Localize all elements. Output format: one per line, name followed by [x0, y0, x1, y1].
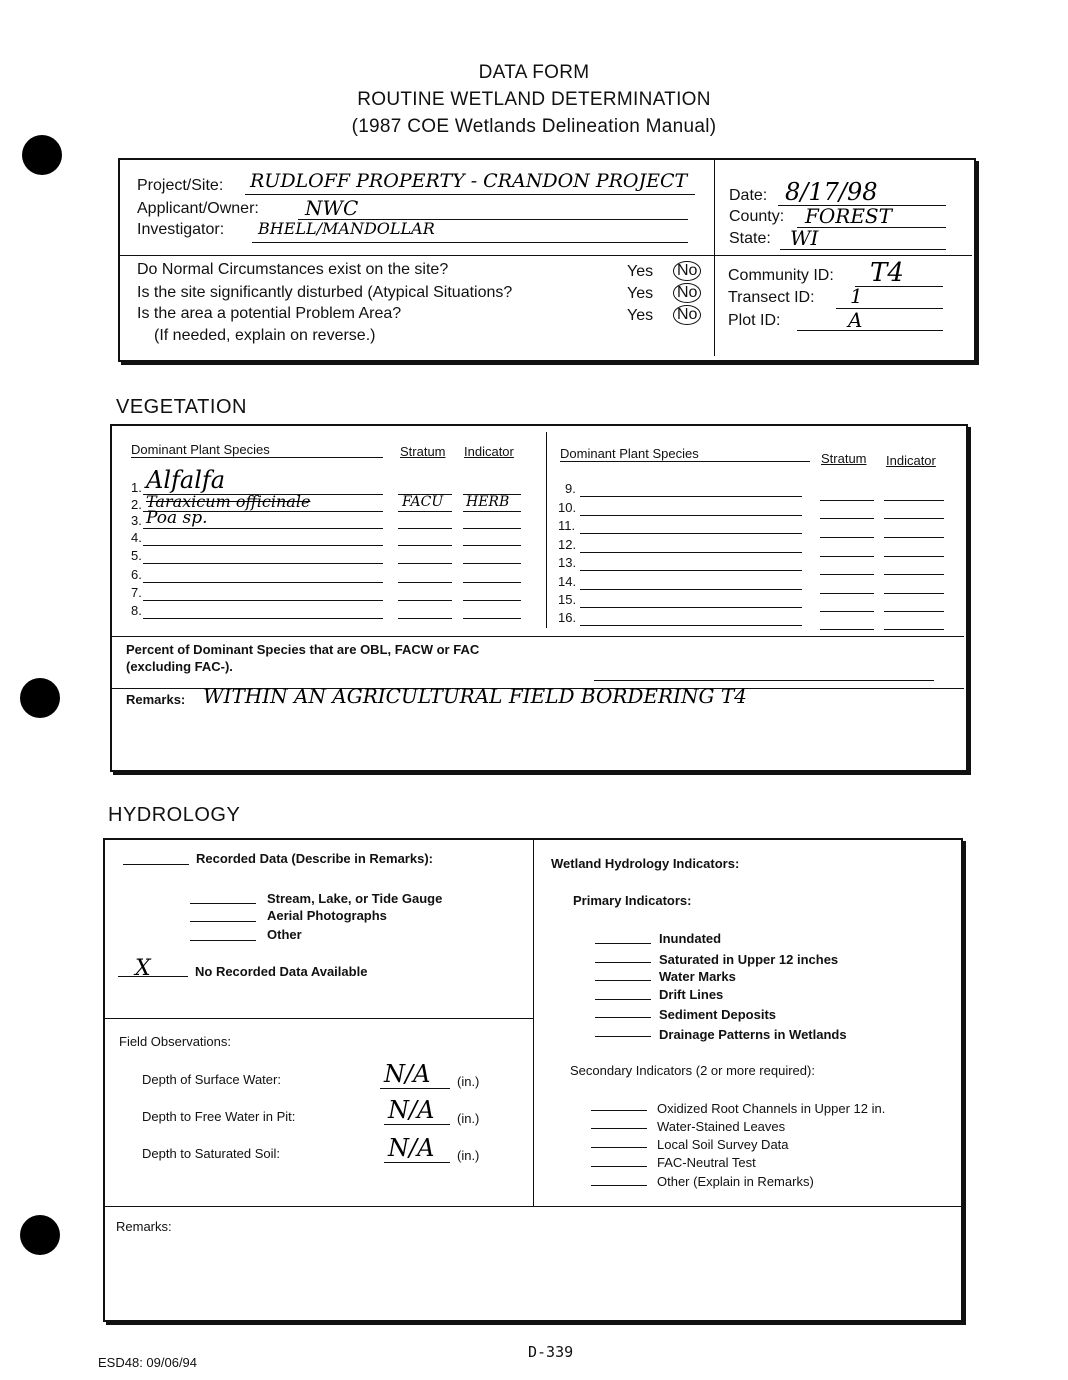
date-value[interactable]: 8/17/98: [785, 178, 878, 206]
secondary-indicator: FAC-Neutral Test: [657, 1155, 756, 1170]
state-value[interactable]: WI: [790, 226, 819, 250]
plot-label: Plot ID:: [728, 312, 781, 329]
species-value[interactable]: Taraxicum officinale: [146, 492, 311, 511]
primary-indicator: Drift Lines: [659, 987, 724, 1002]
county-value[interactable]: FOREST: [805, 204, 892, 228]
hydrology-indicators-title: Wetland Hydrology Indicators:: [551, 856, 740, 871]
saturated-soil-value[interactable]: N/A: [388, 1134, 435, 1162]
page-number: D-339: [528, 1343, 574, 1361]
free-water-label: Depth to Free Water in Pit:: [142, 1109, 296, 1124]
hydrology-remarks-label: Remarks:: [116, 1219, 172, 1234]
field-observations-label: Field Observations:: [119, 1034, 231, 1049]
punch-hole: [20, 678, 60, 718]
secondary-indicator: Water-Stained Leaves: [657, 1119, 786, 1134]
free-water-value[interactable]: N/A: [388, 1096, 435, 1124]
secondary-indicator: Local Soil Survey Data: [657, 1137, 789, 1152]
vegetation-heading: VEGETATION: [116, 396, 247, 418]
state-label: State:: [729, 230, 771, 247]
community-label: Community ID:: [728, 267, 834, 284]
unit-label: (in.): [457, 1074, 480, 1089]
primary-indicator: Drainage Patterns in Wetlands: [659, 1027, 847, 1042]
no-option-circled[interactable]: No: [673, 283, 701, 303]
no-data-checkmark[interactable]: X: [135, 956, 151, 981]
yes-option[interactable]: Yes: [627, 285, 654, 302]
form-subtitle: ROUTINE WETLAND DETERMINATION: [357, 89, 711, 110]
vegetation-box: [110, 424, 968, 772]
primary-indicator: Saturated in Upper 12 inches: [659, 952, 839, 967]
question-disturbed: Is the site significantly disturbed (Atypical Situations?: [137, 284, 513, 301]
vegetation-remarks-value[interactable]: WITHIN AN AGRICULTURAL FIELD BORDERING T4: [203, 684, 747, 708]
plot-value[interactable]: A: [848, 308, 863, 332]
stratum-value[interactable]: FACU: [402, 494, 444, 510]
stream-gauge-label: Stream, Lake, or Tide Gauge: [267, 891, 443, 906]
date-label: Date:: [729, 187, 768, 204]
applicant-value[interactable]: NWC: [305, 196, 359, 220]
primary-indicator: Inundated: [659, 931, 722, 946]
vegetation-remarks-label: Remarks:: [126, 692, 186, 707]
primary-indicator: Sediment Deposits: [659, 1007, 777, 1022]
species-header: Dominant Plant Species: [131, 442, 270, 457]
unit-label: (in.): [457, 1148, 480, 1163]
no-option-circled[interactable]: No: [673, 261, 701, 281]
investigator-label: Investigator:: [137, 221, 225, 238]
indicator-header: Indicator: [886, 453, 936, 468]
hydrology-heading: HYDROLOGY: [108, 804, 241, 826]
stratum-header: Stratum: [400, 444, 446, 459]
applicant-label: Applicant/Owner:: [137, 200, 259, 217]
recorded-data-label: Recorded Data (Describe in Remarks):: [196, 851, 433, 866]
percent-label: Percent of Dominant Species that are OBL, FACW or FAC: [126, 642, 480, 657]
project-label: Project/Site:: [137, 177, 224, 194]
stratum-header: Stratum: [821, 451, 867, 466]
question-note: (If needed, explain on reverse.): [154, 327, 376, 344]
county-label: County:: [729, 208, 785, 225]
yes-option[interactable]: Yes: [627, 307, 654, 324]
question-problem: Is the area a potential Problem Area?: [137, 305, 402, 322]
surface-water-value[interactable]: N/A: [384, 1060, 431, 1088]
species-value[interactable]: Poa sp.: [146, 508, 208, 528]
species-value[interactable]: Alfalfa: [146, 466, 226, 494]
secondary-indicators-title: Secondary Indicators (2 or more required):: [570, 1063, 815, 1078]
no-option-circled[interactable]: No: [673, 305, 701, 325]
investigator-value[interactable]: BHELL/MANDOLLAR: [258, 219, 435, 238]
aerial-photos-label: Aerial Photographs: [267, 908, 387, 923]
indicator-value[interactable]: HERB: [466, 494, 510, 510]
transect-value[interactable]: 1: [850, 284, 863, 308]
yes-option[interactable]: Yes: [627, 263, 654, 280]
community-value[interactable]: T4: [870, 258, 904, 288]
saturated-soil-label: Depth to Saturated Soil:: [142, 1146, 281, 1161]
species-header: Dominant Plant Species: [560, 446, 699, 461]
primary-indicators-title: Primary Indicators:: [573, 893, 692, 908]
percent-label-note: (excluding FAC-).: [126, 659, 233, 674]
secondary-indicator: Other (Explain in Remarks): [657, 1174, 814, 1189]
indicator-header: Indicator: [464, 444, 514, 459]
form-code: ESD48: 09/06/94: [98, 1355, 198, 1370]
question-normal: Do Normal Circumstances exist on the site?: [137, 261, 449, 278]
form-manual: (1987 COE Wetlands Delineation Manual): [351, 116, 717, 137]
unit-label: (in.): [457, 1111, 480, 1126]
punch-hole: [20, 1215, 60, 1255]
secondary-indicator: Oxidized Root Channels in Upper 12 in.: [657, 1101, 886, 1116]
transect-label: Transect ID:: [728, 289, 815, 306]
form-title: DATA FORM: [478, 62, 590, 83]
primary-indicator: Water Marks: [659, 969, 736, 984]
other-label: Other: [267, 927, 302, 942]
no-data-label: No Recorded Data Available: [195, 964, 368, 979]
punch-hole: [22, 135, 62, 175]
surface-water-label: Depth of Surface Water:: [142, 1072, 281, 1087]
project-value[interactable]: RUDLOFF PROPERTY - CRANDON PROJECT: [250, 170, 688, 192]
